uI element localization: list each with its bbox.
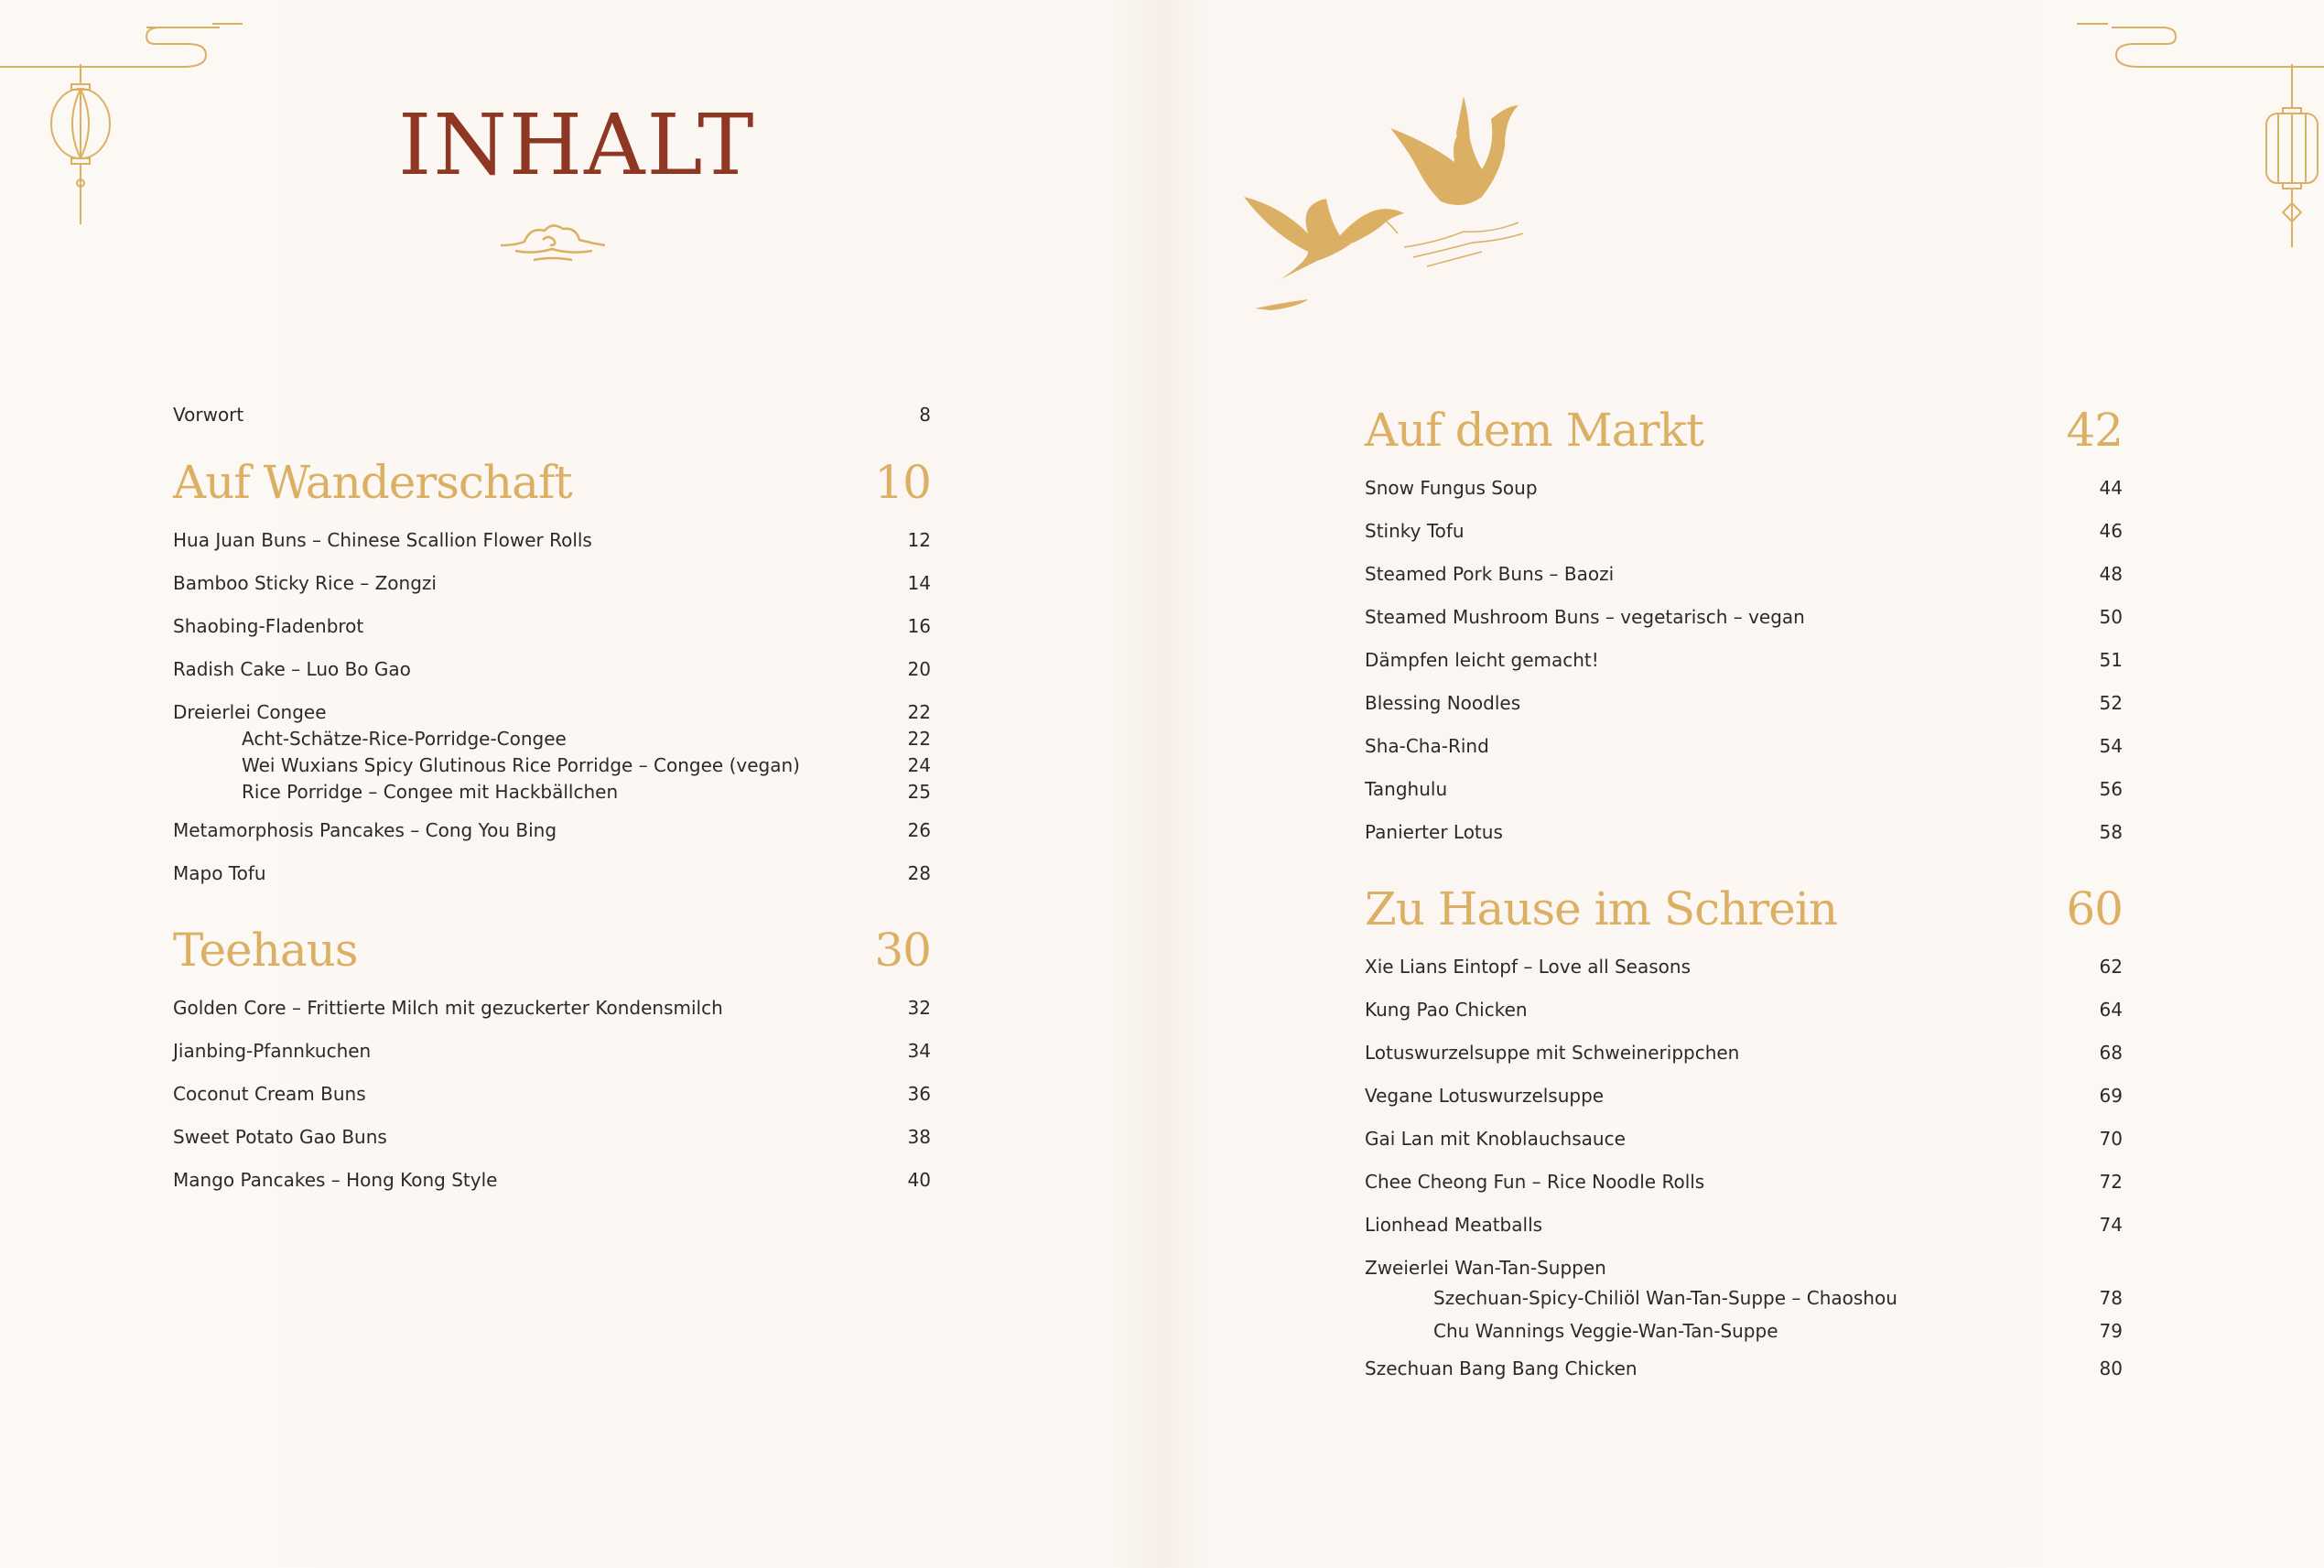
toc-entry[interactable] <box>173 1116 931 1159</box>
toc-entry[interactable] <box>1365 946 2123 989</box>
entry-page: 69 <box>2099 1085 2123 1107</box>
entry-page: 79 <box>2099 1320 2123 1342</box>
entry-page: 32 <box>907 997 931 1019</box>
toc-subentry[interactable] <box>1365 1314 2123 1347</box>
entry-label: Gai Lan mit Knoblauchsauce <box>1365 1128 1626 1150</box>
lantern-icon <box>44 64 117 229</box>
section-title: Zu Hause im Schrein <box>1365 882 1838 935</box>
toc-left <box>173 394 931 1202</box>
right-page <box>1162 0 2324 1568</box>
entry-label: Steamed Mushroom Buns – vegetarisch – vegan <box>1365 606 1805 628</box>
toc-subentry[interactable] <box>173 779 931 806</box>
toc-entry[interactable] <box>1365 1347 2123 1390</box>
entry-page: 46 <box>2099 520 2123 542</box>
section-page: 42 <box>2066 404 2123 457</box>
entry-label: Kung Pao Chicken <box>1365 999 1528 1021</box>
entry-label: Wei Wuxians Spicy Glutinous Rice Porridge – Congee (vegan) <box>242 754 800 776</box>
entry-page: 38 <box>907 1126 931 1148</box>
section-title: Auf dem Markt <box>1365 404 1703 457</box>
toc-entry[interactable] <box>173 1073 931 1116</box>
entry-label: Dämpfen leicht gemacht! <box>1365 649 1599 671</box>
toc-entry[interactable] <box>1365 1118 2123 1161</box>
page-title: INHALT <box>398 96 756 194</box>
entry-label: Blessing Noodles <box>1365 692 1521 714</box>
toc-subentry[interactable] <box>173 726 931 752</box>
toc-entry[interactable] <box>1365 682 2123 725</box>
entry-page: 44 <box>2099 477 2123 499</box>
entry-label: Tanghulu <box>1365 778 1448 800</box>
entry-page: 24 <box>907 754 931 776</box>
section-heading[interactable] <box>173 446 931 519</box>
entry-label: Zweierlei Wan-Tan-Suppen <box>1365 1257 1606 1279</box>
entry-label: Vegane Lotuswurzelsuppe <box>1365 1085 1605 1107</box>
toc-entry[interactable] <box>1365 639 2123 682</box>
entry-label: Metamorphosis Pancakes – Cong You Bing <box>173 819 557 841</box>
entry-page: 22 <box>907 728 931 750</box>
cloud-icon <box>497 220 609 264</box>
toc-entry[interactable] <box>173 519 931 562</box>
entry-label: Radish Cake – Luo Bo Gao <box>173 658 411 680</box>
entry-label: Dreierlei Congee <box>173 701 327 723</box>
toc-entry[interactable] <box>1365 1032 2123 1075</box>
entry-label: Szechuan Bang Bang Chicken <box>1365 1357 1638 1379</box>
entry-label: Stinky Tofu <box>1365 520 1465 542</box>
cloud-line-icon <box>2066 16 2324 71</box>
entry-page: 25 <box>907 781 931 803</box>
entry-label: Coconut Cream Buns <box>173 1083 366 1105</box>
entry-page: 74 <box>2099 1214 2123 1236</box>
section-heading[interactable] <box>173 914 931 987</box>
toc-entry[interactable] <box>173 562 931 605</box>
entry-label: Bamboo Sticky Rice – Zongzi <box>173 572 437 594</box>
toc-entry[interactable] <box>1365 725 2123 768</box>
toc-entry[interactable] <box>173 1159 931 1202</box>
toc-entry[interactable] <box>173 852 931 895</box>
entry-label: Snow Fungus Soup <box>1365 477 1538 499</box>
lantern-icon <box>2260 64 2324 252</box>
toc-entry[interactable] <box>1365 989 2123 1032</box>
toc-entry[interactable] <box>1365 1161 2123 1204</box>
entry-page: 70 <box>2099 1128 2123 1150</box>
section-title: Auf Wanderschaft <box>173 456 572 509</box>
toc-entry[interactable] <box>1365 768 2123 811</box>
toc-entry[interactable] <box>173 809 931 852</box>
entry-page: 16 <box>907 615 931 637</box>
entry-page: 62 <box>2099 956 2123 978</box>
section-title: Teehaus <box>173 924 358 977</box>
toc-subentry[interactable] <box>173 752 931 779</box>
section-heading[interactable] <box>1365 872 2123 946</box>
toc-entry[interactable] <box>173 987 931 1030</box>
entry-page: 12 <box>907 529 931 551</box>
section-page: 10 <box>874 456 931 509</box>
entry-page: 20 <box>907 658 931 680</box>
toc-entry[interactable] <box>173 394 931 437</box>
section-page: 30 <box>874 924 931 977</box>
entry-page: 48 <box>2099 563 2123 585</box>
toc-entry[interactable] <box>1365 1255 2123 1281</box>
toc-subentry[interactable] <box>1365 1281 2123 1314</box>
entry-page: 64 <box>2099 999 2123 1021</box>
entry-page: 52 <box>2099 692 2123 714</box>
entry-label: Steamed Pork Buns – Baozi <box>1365 563 1615 585</box>
toc-entry[interactable] <box>1365 510 2123 553</box>
entry-label: Sha-Cha-Rind <box>1365 735 1489 757</box>
entry-page: 8 <box>919 404 931 426</box>
entry-label: Shaobing-Fladenbrot <box>173 615 364 637</box>
toc-entry[interactable] <box>1365 467 2123 510</box>
entry-label: Vorwort <box>173 404 244 426</box>
entry-page: 72 <box>2099 1171 2123 1193</box>
entry-page: 56 <box>2099 778 2123 800</box>
entry-label: Szechuan-Spicy-Chiliöl Wan-Tan-Suppe – Chaoshou <box>1433 1287 1897 1309</box>
entry-page: 26 <box>907 819 931 841</box>
entry-page: 68 <box>2099 1042 2123 1064</box>
toc-entry[interactable] <box>1365 1204 2123 1247</box>
entry-label: Lotuswurzelsuppe mit Schweinerippchen <box>1365 1042 1740 1064</box>
entry-label: Hua Juan Buns – Chinese Scallion Flower Rolls <box>173 529 592 551</box>
entry-page: 36 <box>907 1083 931 1105</box>
entry-label: Panierter Lotus <box>1365 821 1503 843</box>
toc-entry[interactable] <box>173 648 931 691</box>
section-page: 60 <box>2066 882 2123 935</box>
toc-entry[interactable] <box>1365 553 2123 596</box>
entry-label: Chee Cheong Fun – Rice Noodle Rolls <box>1365 1171 1705 1193</box>
entry-label: Mapo Tofu <box>173 862 266 884</box>
cloud-line-icon <box>0 16 256 71</box>
crane-icon <box>1244 96 1564 316</box>
toc-entry[interactable] <box>1365 1075 2123 1118</box>
toc-entry[interactable] <box>173 1030 931 1073</box>
entry-page: 40 <box>907 1169 931 1191</box>
toc-entry[interactable] <box>173 605 931 648</box>
entry-page: 80 <box>2099 1357 2123 1379</box>
entry-page: 78 <box>2099 1287 2123 1309</box>
entry-page: 14 <box>907 572 931 594</box>
entry-label: Chu Wannings Veggie-Wan-Tan-Suppe <box>1433 1320 1778 1342</box>
entry-label: Sweet Potato Gao Buns <box>173 1126 387 1148</box>
entry-label: Golden Core – Frittierte Milch mit gezuckerter Kondensmilch <box>173 997 723 1019</box>
entry-page: 22 <box>907 701 931 723</box>
entry-label: Jianbing-Pfannkuchen <box>173 1040 372 1062</box>
entry-label: Xie Lians Eintopf – Love all Seasons <box>1365 956 1691 978</box>
entry-label: Rice Porridge – Congee mit Hackbällchen <box>242 781 619 803</box>
entry-page: 58 <box>2099 821 2123 843</box>
entry-page: 50 <box>2099 606 2123 628</box>
toc-entry[interactable] <box>1365 596 2123 639</box>
entry-label: Mango Pancakes – Hong Kong Style <box>173 1169 498 1191</box>
entry-page: 34 <box>907 1040 931 1062</box>
entry-label: Lionhead Meatballs <box>1365 1214 1543 1236</box>
toc-right <box>1365 394 2123 1390</box>
section-heading[interactable] <box>1365 394 2123 467</box>
toc-entry[interactable] <box>1365 811 2123 854</box>
entry-label: Acht-Schätze-Rice-Porridge-Congee <box>242 728 567 750</box>
toc-entry[interactable] <box>173 699 931 726</box>
entry-page: 28 <box>907 862 931 884</box>
entry-page: 51 <box>2099 649 2123 671</box>
entry-page: 54 <box>2099 735 2123 757</box>
